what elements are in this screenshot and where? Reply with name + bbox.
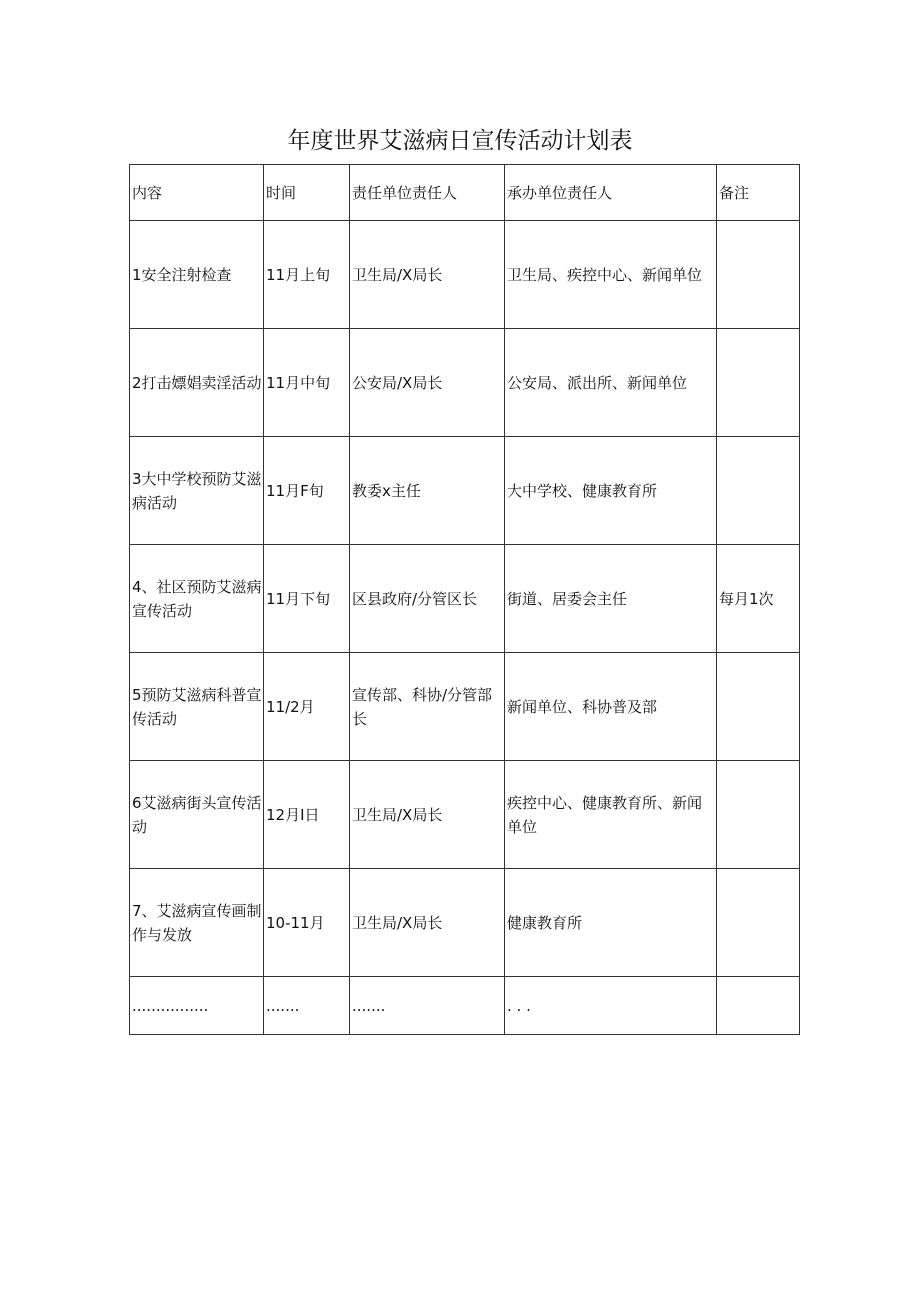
cell-remarks: 每月1次 xyxy=(717,545,800,653)
header-remarks: 备注 xyxy=(717,165,800,221)
cell-responsible-unit: 卫生局/X局长 xyxy=(350,761,505,869)
cell-responsible-unit: 教委x主任 xyxy=(350,437,505,545)
table-row xyxy=(130,761,800,869)
cell-remarks xyxy=(717,653,800,761)
cell-time: 11月上旬 xyxy=(264,221,350,329)
cell-organizing-unit: 健康教育所 xyxy=(505,869,717,977)
cell-organizing-unit: 大中学校、健康教育所 xyxy=(505,437,717,545)
cell-time: 11月中旬 xyxy=(264,329,350,437)
table-row xyxy=(130,545,800,653)
table-row xyxy=(130,221,800,329)
header-organizing-unit: 承办单位责任人 xyxy=(505,165,717,221)
cell-remarks xyxy=(717,869,800,977)
table-header-row xyxy=(130,165,800,221)
cell-content: 2打击嫖娼卖淫活动 xyxy=(130,329,264,437)
cell-content: 4、社区预防艾滋病宣传活动 xyxy=(130,545,264,653)
table-row xyxy=(130,437,800,545)
header-responsible-unit: 责任单位责任人 xyxy=(350,165,505,221)
table-row xyxy=(130,869,800,977)
cell-time: 11月下旬 xyxy=(264,545,350,653)
cell-remarks xyxy=(717,437,800,545)
cell-time: ....... xyxy=(264,977,350,1035)
cell-remarks xyxy=(717,761,800,869)
header-content: 内容 xyxy=(130,165,264,221)
cell-content: 6艾滋病街头宣传活动 xyxy=(130,761,264,869)
cell-responsible-unit: 宣传部、科协/分管部长 xyxy=(350,653,505,761)
cell-content: 5预防艾滋病科普宣传活动 xyxy=(130,653,264,761)
cell-organizing-unit: . . . xyxy=(505,977,717,1035)
cell-time: 11/2月 xyxy=(264,653,350,761)
cell-content: ................ xyxy=(130,977,264,1035)
cell-content: 7、艾滋病宣传画制作与发放 xyxy=(130,869,264,977)
cell-responsible-unit: 公安局/X局长 xyxy=(350,329,505,437)
activity-plan-table xyxy=(129,164,800,1035)
cell-time: 12月I日 xyxy=(264,761,350,869)
cell-content: 1安全注射检查 xyxy=(130,221,264,329)
cell-organizing-unit: 新闻单位、科协普及部 xyxy=(505,653,717,761)
cell-organizing-unit: 卫生局、疾控中心、新闻单位 xyxy=(505,221,717,329)
table-row xyxy=(130,653,800,761)
table-row xyxy=(130,329,800,437)
cell-organizing-unit: 疾控中心、健康教育所、新闻单位 xyxy=(505,761,717,869)
cell-remarks xyxy=(717,221,800,329)
cell-responsible-unit: ....... xyxy=(350,977,505,1035)
cell-time: 10-11月 xyxy=(264,869,350,977)
cell-organizing-unit: 公安局、派出所、新闻单位 xyxy=(505,329,717,437)
header-time: 时间 xyxy=(264,165,350,221)
cell-remarks xyxy=(717,329,800,437)
cell-content: 3大中学校预防艾滋病活动 xyxy=(130,437,264,545)
table-row-ellipsis xyxy=(130,977,800,1035)
cell-time: 11月F旬 xyxy=(264,437,350,545)
cell-responsible-unit: 区县政府/分管区长 xyxy=(350,545,505,653)
cell-responsible-unit: 卫生局/X局长 xyxy=(350,221,505,329)
document-title: 年度世界艾滋病日宣传活动计划表 xyxy=(287,128,633,154)
cell-responsible-unit: 卫生局/X局长 xyxy=(350,869,505,977)
cell-organizing-unit: 街道、居委会主任 xyxy=(505,545,717,653)
cell-remarks xyxy=(717,977,800,1035)
